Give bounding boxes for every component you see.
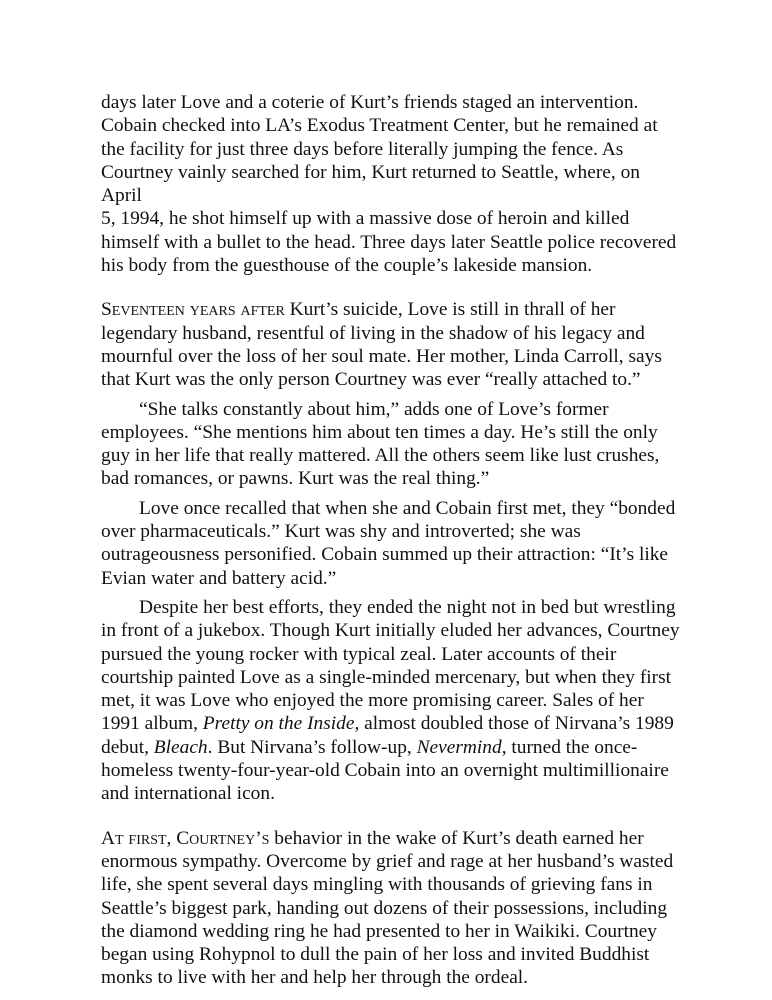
paragraph-employee-quote: “She talks constantly about him,” adds one of Love’s former employees. “She mentions him about ten times a day. He’s still the only guy in her life that really mattered. All the others seem like lust crushes, bad romances, or pawns. Kurt was the real thing.” (101, 398, 660, 490)
paragraph-first-met: Love once recalled that when she and Cobain first met, they “bonded over pharmaceuticals.” Kurt was shy and introverted; she was outrageousness personified. Cobain summed up their attraction: “It’s like Evian water and battery acid.” (101, 497, 676, 589)
paragraph-text: , turned the once- homeless twenty-four-year-old Cobain into an overnight multimillionaire and international icon. (101, 736, 669, 805)
paragraph-text: behavior in the wake of Kurt’s death earned her enormous sympathy. Overcome by grief and rage at her husband’s wasted life, she spent several days mingling with thousands of grieving fans in Seattle’s biggest park, handing out dozens of their possessions, including the diamond wedding ring he had presented to her in Waikiki. Courtney began using Rohypnol to dull the pain of her loss and invited Buddhist monks to live with her and help her through the ordeal. (101, 827, 674, 989)
paragraph-intervention: days later Love and a coterie of Kurt’s friends staged an intervention. Cobain checked into LA’s Exodus Treatment Center, but he remained at the facility for just three days before literally jumping the fence. As Courtney vainly searched for him, Kurt returned to Seattle, where, on April 5, 1994, he shot himself up with a massive dose of heroin and killed himself with a bullet to the head. Three days later Seattle police recovered his body from the guesthouse of the couple’s lakeside mansion. (101, 92, 677, 277)
album-title: Nevermind (416, 736, 502, 758)
section-lead-in: Seventeen years after (101, 299, 285, 321)
album-title: Bleach (153, 736, 208, 758)
paragraph-text: Despite her best efforts, they ended the night not in bed but wrestling in front of a jukebox. Though Kurt initially eluded her advances, Courtney pursued the young rocker with typical zeal. Later accounts of their courtship painted Love as a single-minded mercenary, but when they first met, it was Love who enjoyed the more promising career. Sales of her 1991 album, (101, 596, 680, 735)
paragraph-text: Kurt’s suicide, Love is still in thrall of her legendary husband, resentful of living in the shadow of his legacy and mournful over the loss of her soul mate. Her mother, Linda Carroll, says that Kurt was the only person Courtney was ever “really attached to.” (101, 299, 662, 391)
paragraph-at-first (101, 827, 681, 990)
document-page (101, 91, 681, 990)
paragraph-text: , almost doubled those of Nirvana’s 1989 debut, (101, 713, 674, 758)
paragraph-text: . But Nirvana’s follow-up, (207, 736, 417, 758)
album-title: Pretty on the Inside (202, 713, 355, 735)
section-lead-in: At first, Courtney’s (101, 827, 270, 849)
paragraph-career (101, 596, 681, 806)
paragraph-seventeen-years (101, 298, 681, 391)
